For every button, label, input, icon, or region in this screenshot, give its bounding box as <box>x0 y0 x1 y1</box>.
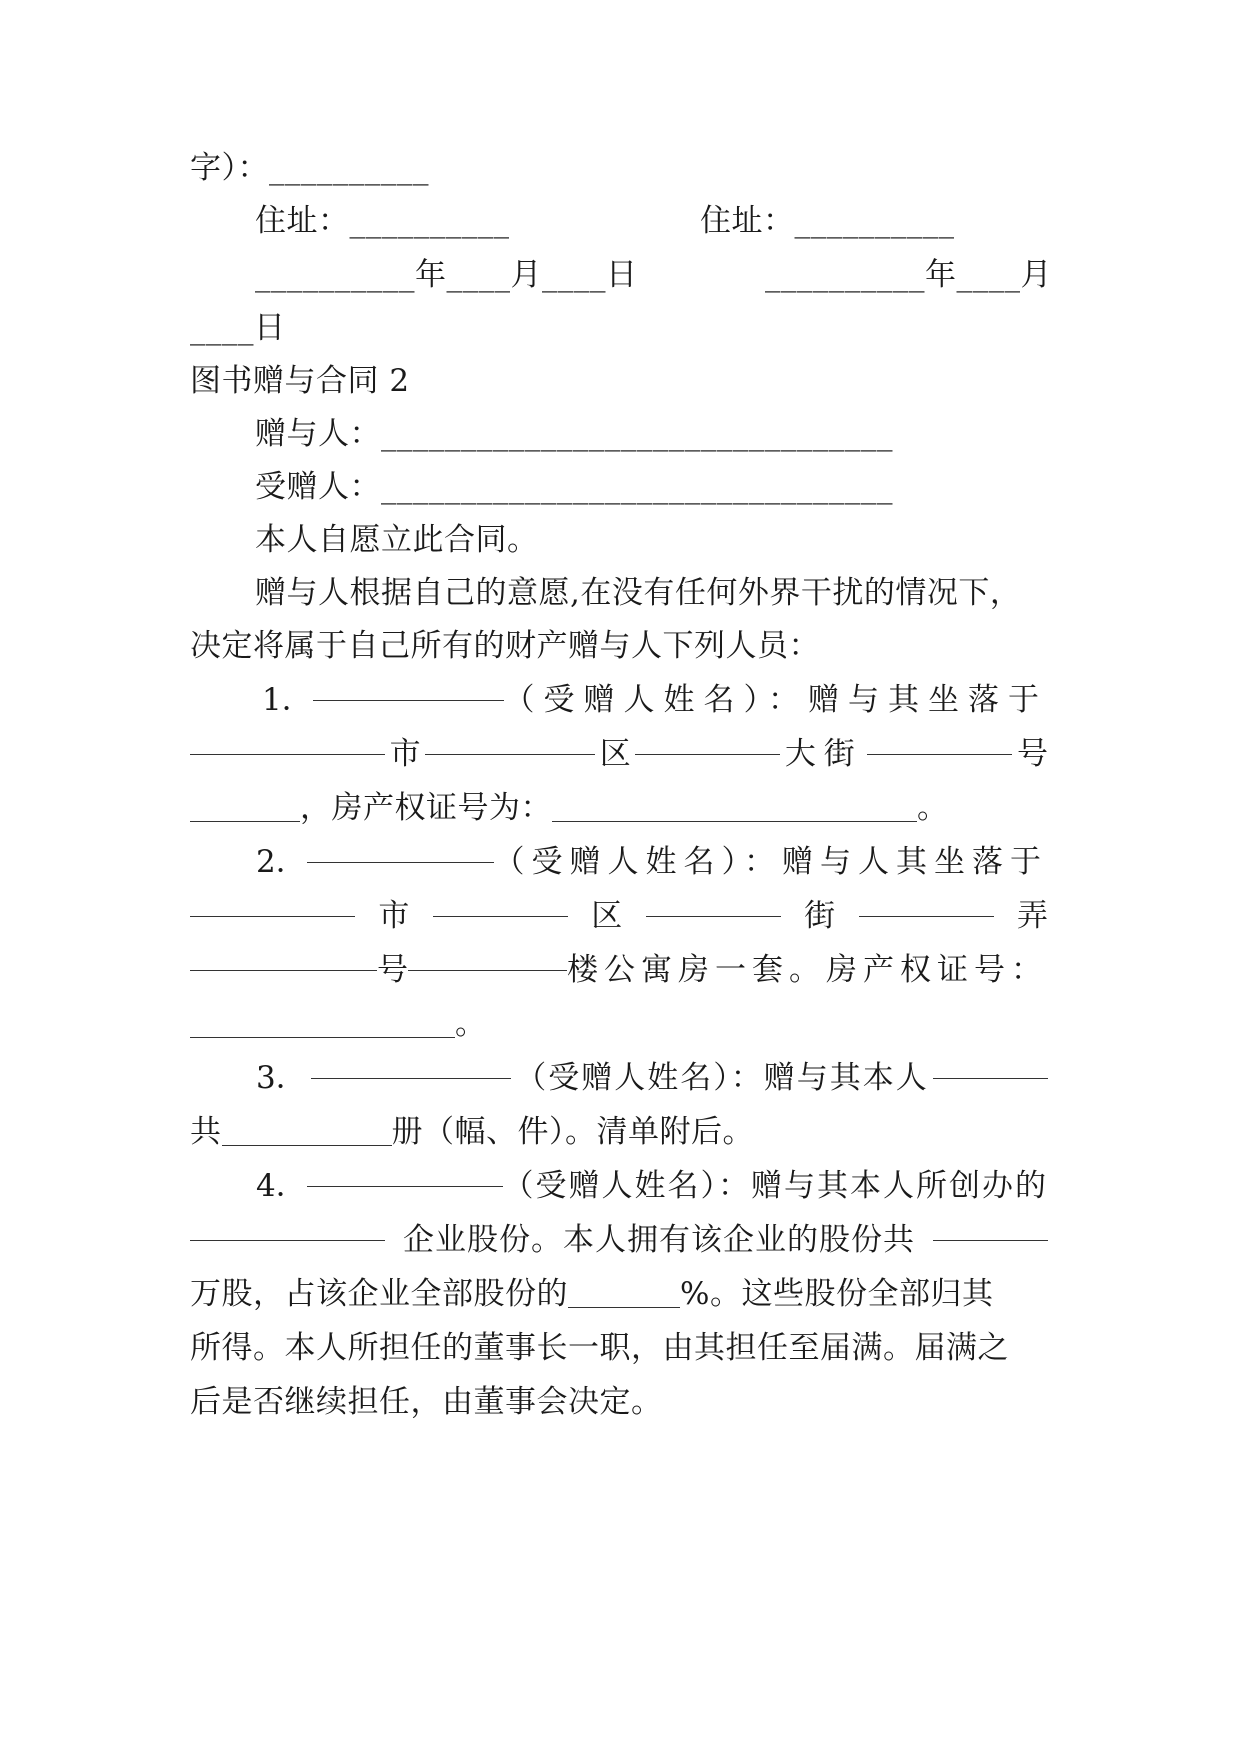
item-2-line-3 <box>190 942 1048 998</box>
item-text: 市 <box>378 898 410 934</box>
item-text: 号 <box>1016 736 1048 772</box>
item-4-line-1 <box>256 1158 1048 1214</box>
blank <box>313 700 504 701</box>
blank <box>190 754 385 755</box>
blank <box>933 1078 1048 1079</box>
address-left: 住址：__________ <box>255 203 510 239</box>
address-right: 住址：__________ <box>700 203 955 239</box>
item-text: 市 <box>389 736 421 772</box>
blank <box>859 916 994 917</box>
item-text: 企业股份。本人拥有该企业的股份共 <box>403 1222 915 1258</box>
blank <box>568 1307 680 1308</box>
item-number: 4． <box>256 1168 307 1204</box>
blank <box>646 916 781 917</box>
item-text: 大街 <box>784 736 863 772</box>
blank <box>552 821 917 822</box>
blank <box>190 1037 455 1038</box>
item-number: 3． <box>256 1060 307 1096</box>
donee-field: 受赠人：________________________________ <box>255 469 893 505</box>
item-4-line-5: 后是否继续担任，由董事会决定。 <box>190 1384 663 1420</box>
item-text: 楼公寓房一套。房产权证号： <box>567 952 1048 988</box>
item-text: %。这些股份全部归其 <box>680 1276 994 1312</box>
item-text: （受赠人姓名）：赠与其本人 <box>515 1060 929 1096</box>
item-text: 共 <box>190 1114 222 1150</box>
item-2-line-1 <box>256 834 1048 890</box>
donor-field: 赠与人：________________________________ <box>255 416 893 452</box>
item-3-line-2 <box>190 1104 1241 1160</box>
item-2-line-4 <box>190 996 1241 1052</box>
item-4-line-2 <box>190 1212 1048 1268</box>
blank <box>222 1145 392 1146</box>
blank <box>190 1240 385 1241</box>
item-4-line-4: 所得。本人所担任的董事长一职，由其担任至届满。届满之 <box>190 1330 1009 1366</box>
item-4-line-3 <box>190 1266 1241 1322</box>
blank <box>190 821 300 822</box>
item-text: 万股，占该企业全部股份的 <box>190 1276 568 1312</box>
blank <box>190 970 377 971</box>
date-right: __________年____月 <box>765 257 1052 293</box>
signature-line-end: 字）：__________ <box>190 150 429 186</box>
paragraph-intent-2: 决定将属于自己所有的财产赠与人下列人员： <box>190 628 820 664</box>
paragraph-voluntary: 本人自愿立此合同。 <box>255 522 539 558</box>
date-right-day: ____日 <box>190 310 286 346</box>
item-number: 1． <box>262 682 313 718</box>
blank <box>307 1186 503 1187</box>
blank <box>867 754 1012 755</box>
item-text: 。 <box>455 1006 487 1042</box>
blank <box>635 754 780 755</box>
item-1-line-1 <box>262 672 1048 728</box>
blank <box>307 862 494 863</box>
item-text: 区 <box>599 736 631 772</box>
item-text: （受赠人姓名）：赠与其本人所创办的 <box>502 1168 1048 1204</box>
blank <box>933 1240 1048 1241</box>
blank <box>425 754 595 755</box>
item-text: ，房产权证号为： <box>300 790 552 826</box>
blank <box>311 1078 511 1079</box>
item-text: 号 <box>377 952 409 988</box>
blank <box>433 916 568 917</box>
item-1-line-2 <box>190 726 1048 782</box>
item-text: 册（幅、件）。清单附后。 <box>391 1114 754 1150</box>
item-text: （受赠人姓名）：赠与其坐落于 <box>503 682 1048 718</box>
item-text: （受赠人姓名）：赠与人其坐落于 <box>493 844 1048 880</box>
item-3-line-1 <box>256 1050 1048 1106</box>
item-text: 。 <box>917 790 949 826</box>
item-text: 区 <box>591 898 623 934</box>
blank <box>408 970 567 971</box>
item-text: 弄 <box>1016 898 1048 934</box>
paragraph-intent-1: 赠与人根据自己的意愿,在没有任何外界干扰的情况下， <box>255 575 1022 611</box>
date-left: __________年____月____日 <box>255 257 638 293</box>
blank <box>190 916 355 917</box>
item-text: 街 <box>804 898 836 934</box>
item-2-line-2 <box>190 888 1048 944</box>
item-number: 2． <box>256 844 307 880</box>
item-1-line-3 <box>190 780 1048 836</box>
section-title: 图书赠与合同 2 <box>190 363 410 399</box>
